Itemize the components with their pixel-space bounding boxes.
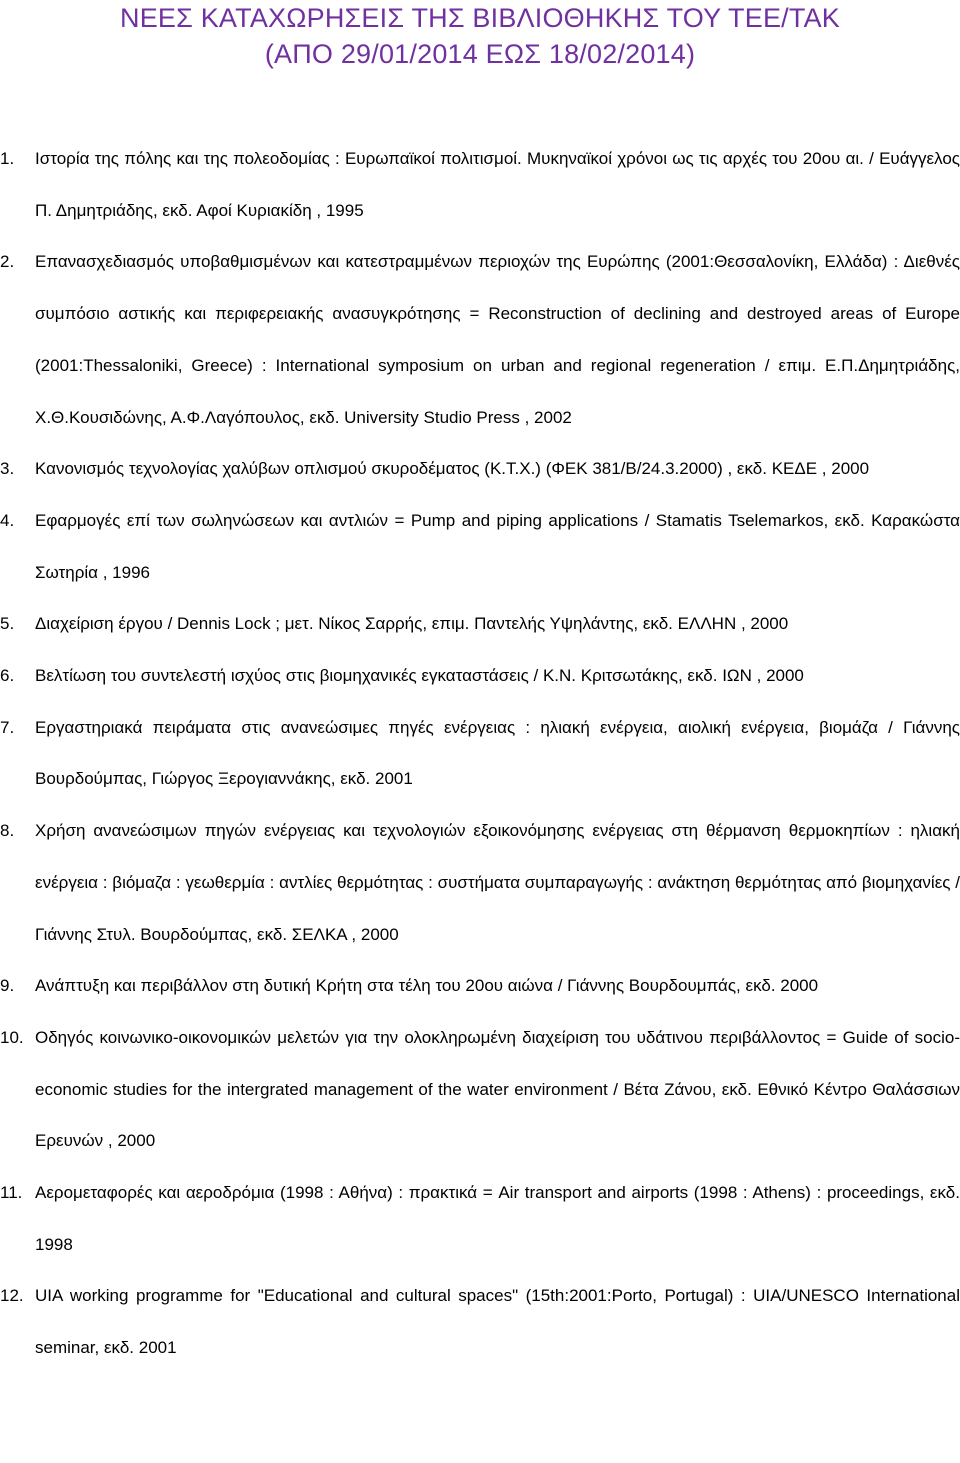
entry-text: Εφαρμογές επί των σωληνώσεων και αντλιών = Pump and piping applications / Stamatis Tselemarkos, εκδ. Καρακώστα Σωτηρία , 1996 [35,510,960,582]
list-item [0,598,960,650]
entry-number: 11. [0,1183,23,1203]
list-item [0,650,960,702]
entry-text: Διαχείριση έργου / Dennis Lock ; μετ. Νίκος Σαρρής, επιμ. Παντελής Υψηλάντης, εκδ. ΕΛΛΗΝ , 2000 [35,614,789,634]
list-item [0,702,960,805]
entry-number: 12. [0,1286,24,1306]
entry-text: Κανονισμός τεχνολογίας χαλύβων οπλισμού σκυροδέματος (Κ.Τ.Χ.) (ΦΕΚ 381/Β/24.3.2000) , εκδ. ΚΕΔΕ , 2000 [35,459,870,479]
entry-number: 9. [0,976,15,996]
list-item [0,495,960,598]
entry-text: Επανασχεδιασμός υποβαθμισμένων και κατεστραμμένων περιοχών της Ευρώπης (2001:Θεσσαλονίκη, Ελλάδα) : Διεθνές συμπόσιο αστικής και περιφερειακής ανασυγκρότησης = Reconstruction of declining and destroyed areas of Europe (2001:Thessaloniki, Greece) : International symposium on urban and regional regeneration / επιμ. Ε.Π.Δημητριάδης, Χ.Θ.Κουσιδώνης, Α.Φ.Λαγόπουλος, εκδ. University Studio Press , 2002 [35,252,960,427]
list-item [0,960,960,1012]
entry-text: Ανάπτυξη και περιβάλλον στη δυτική Κρήτη στα τέλη του 20ου αιώνα / Γιάννης Βουρδουμπάς, εκδ. 2000 [35,976,819,996]
list-item [0,133,960,236]
entry-number: 10. [0,1027,24,1047]
entry-number: 3. [0,459,15,479]
list-item [0,805,960,960]
entry-number: 1. [0,149,15,168]
entry-number: 2. [0,252,15,272]
entry-text: Ιστορία της πόλης και της πολεοδομίας : Ευρωπαϊκοί πολιτισμοί. Μυκηναϊκοί χρόνοι ως τις αρχές του 20ου αι. / Ευάγγελος Π. Δημητριάδης, εκδ. Αφοί Κυριακίδη , 1995 [35,149,960,220]
entry-text: Χρήση ανανεώσιμων πηγών ενέργειας και τεχνολογιών εξοικονόμησης ενέργειας στη θέρμανση θερμοκηπίων : ηλιακή ενέργεια : βιόμαζα : γεωθερμία : αντλίες θερμότητας : συστήματα συμπαραγωγής : ανάκτηση θερμότητας από βιομηχανίες / Γιάννης Στυλ. Βουρδούμπας, εκδ. ΣΕΛΚΑ , 2000 [35,821,960,944]
list-item [0,1012,960,1167]
entry-number: 4. [0,510,15,530]
entry-text: UIA working programme for "Educational and cultural spaces" (15th:2001:Porto, Portugal) : UIA/UNESCO International seminar, εκδ. 2001 [35,1286,960,1358]
title-line-2: (ΑΠΟ 29/01/2014 ΕΩΣ 18/02/2014) [264,39,696,69]
entry-text: Οδηγός κοινωνικο-οικονομικών μελετών για την ολοκληρωμένη διαχείριση του υδάτινου περιβάλλοντος = Guide of socio-economic studies for the intergrated management of the water environment / Βέτα Ζάνου, εκδ. Εθνικό Κέντρο Θαλάσσιων Ερευνών , 2000 [35,1027,960,1151]
library-entries-list [0,133,960,1374]
list-item [0,236,960,443]
entry-text: Αερομεταφορές και αεροδρόμια (1998 : Αθήνα) : πρακτικά = Air transport and airports (1998 : Athens) : proceedings, εκδ. 1998 [35,1183,960,1254]
entry-number: 7. [0,717,15,737]
page-title [0,0,960,72]
entry-number: 6. [0,666,15,686]
entry-number: 5. [0,614,15,634]
list-item [0,1270,960,1373]
entry-text: Βελτίωση του συντελεστή ισχύος στις βιομηχανικές εγκαταστάσεις / Κ.Ν. Κριτσωτάκης, εκδ. ΙΩΝ , 2000 [35,666,804,686]
entry-text: Εργαστηριακά πειράματα στις ανανεώσιμες πηγές ενέργειας : ηλιακή ενέργεια, αιολική ενέργεια, βιομάζα / Γιάννης Βουρδούμπας, Γιώργος Ξερογιαννάκης, εκδ. 2001 [35,717,960,789]
list-item [0,1167,960,1270]
title-line-1: ΝΕΕΣ ΚΑΤΑΧΩΡΗΣΕΙΣ ΤΗΣ ΒΙΒΛΙΟΘΗΚΗΣ ΤΟΥ ΤΕΕ/ΤΑΚ [120,3,840,33]
list-item [0,443,960,495]
entry-number: 8. [0,821,15,841]
